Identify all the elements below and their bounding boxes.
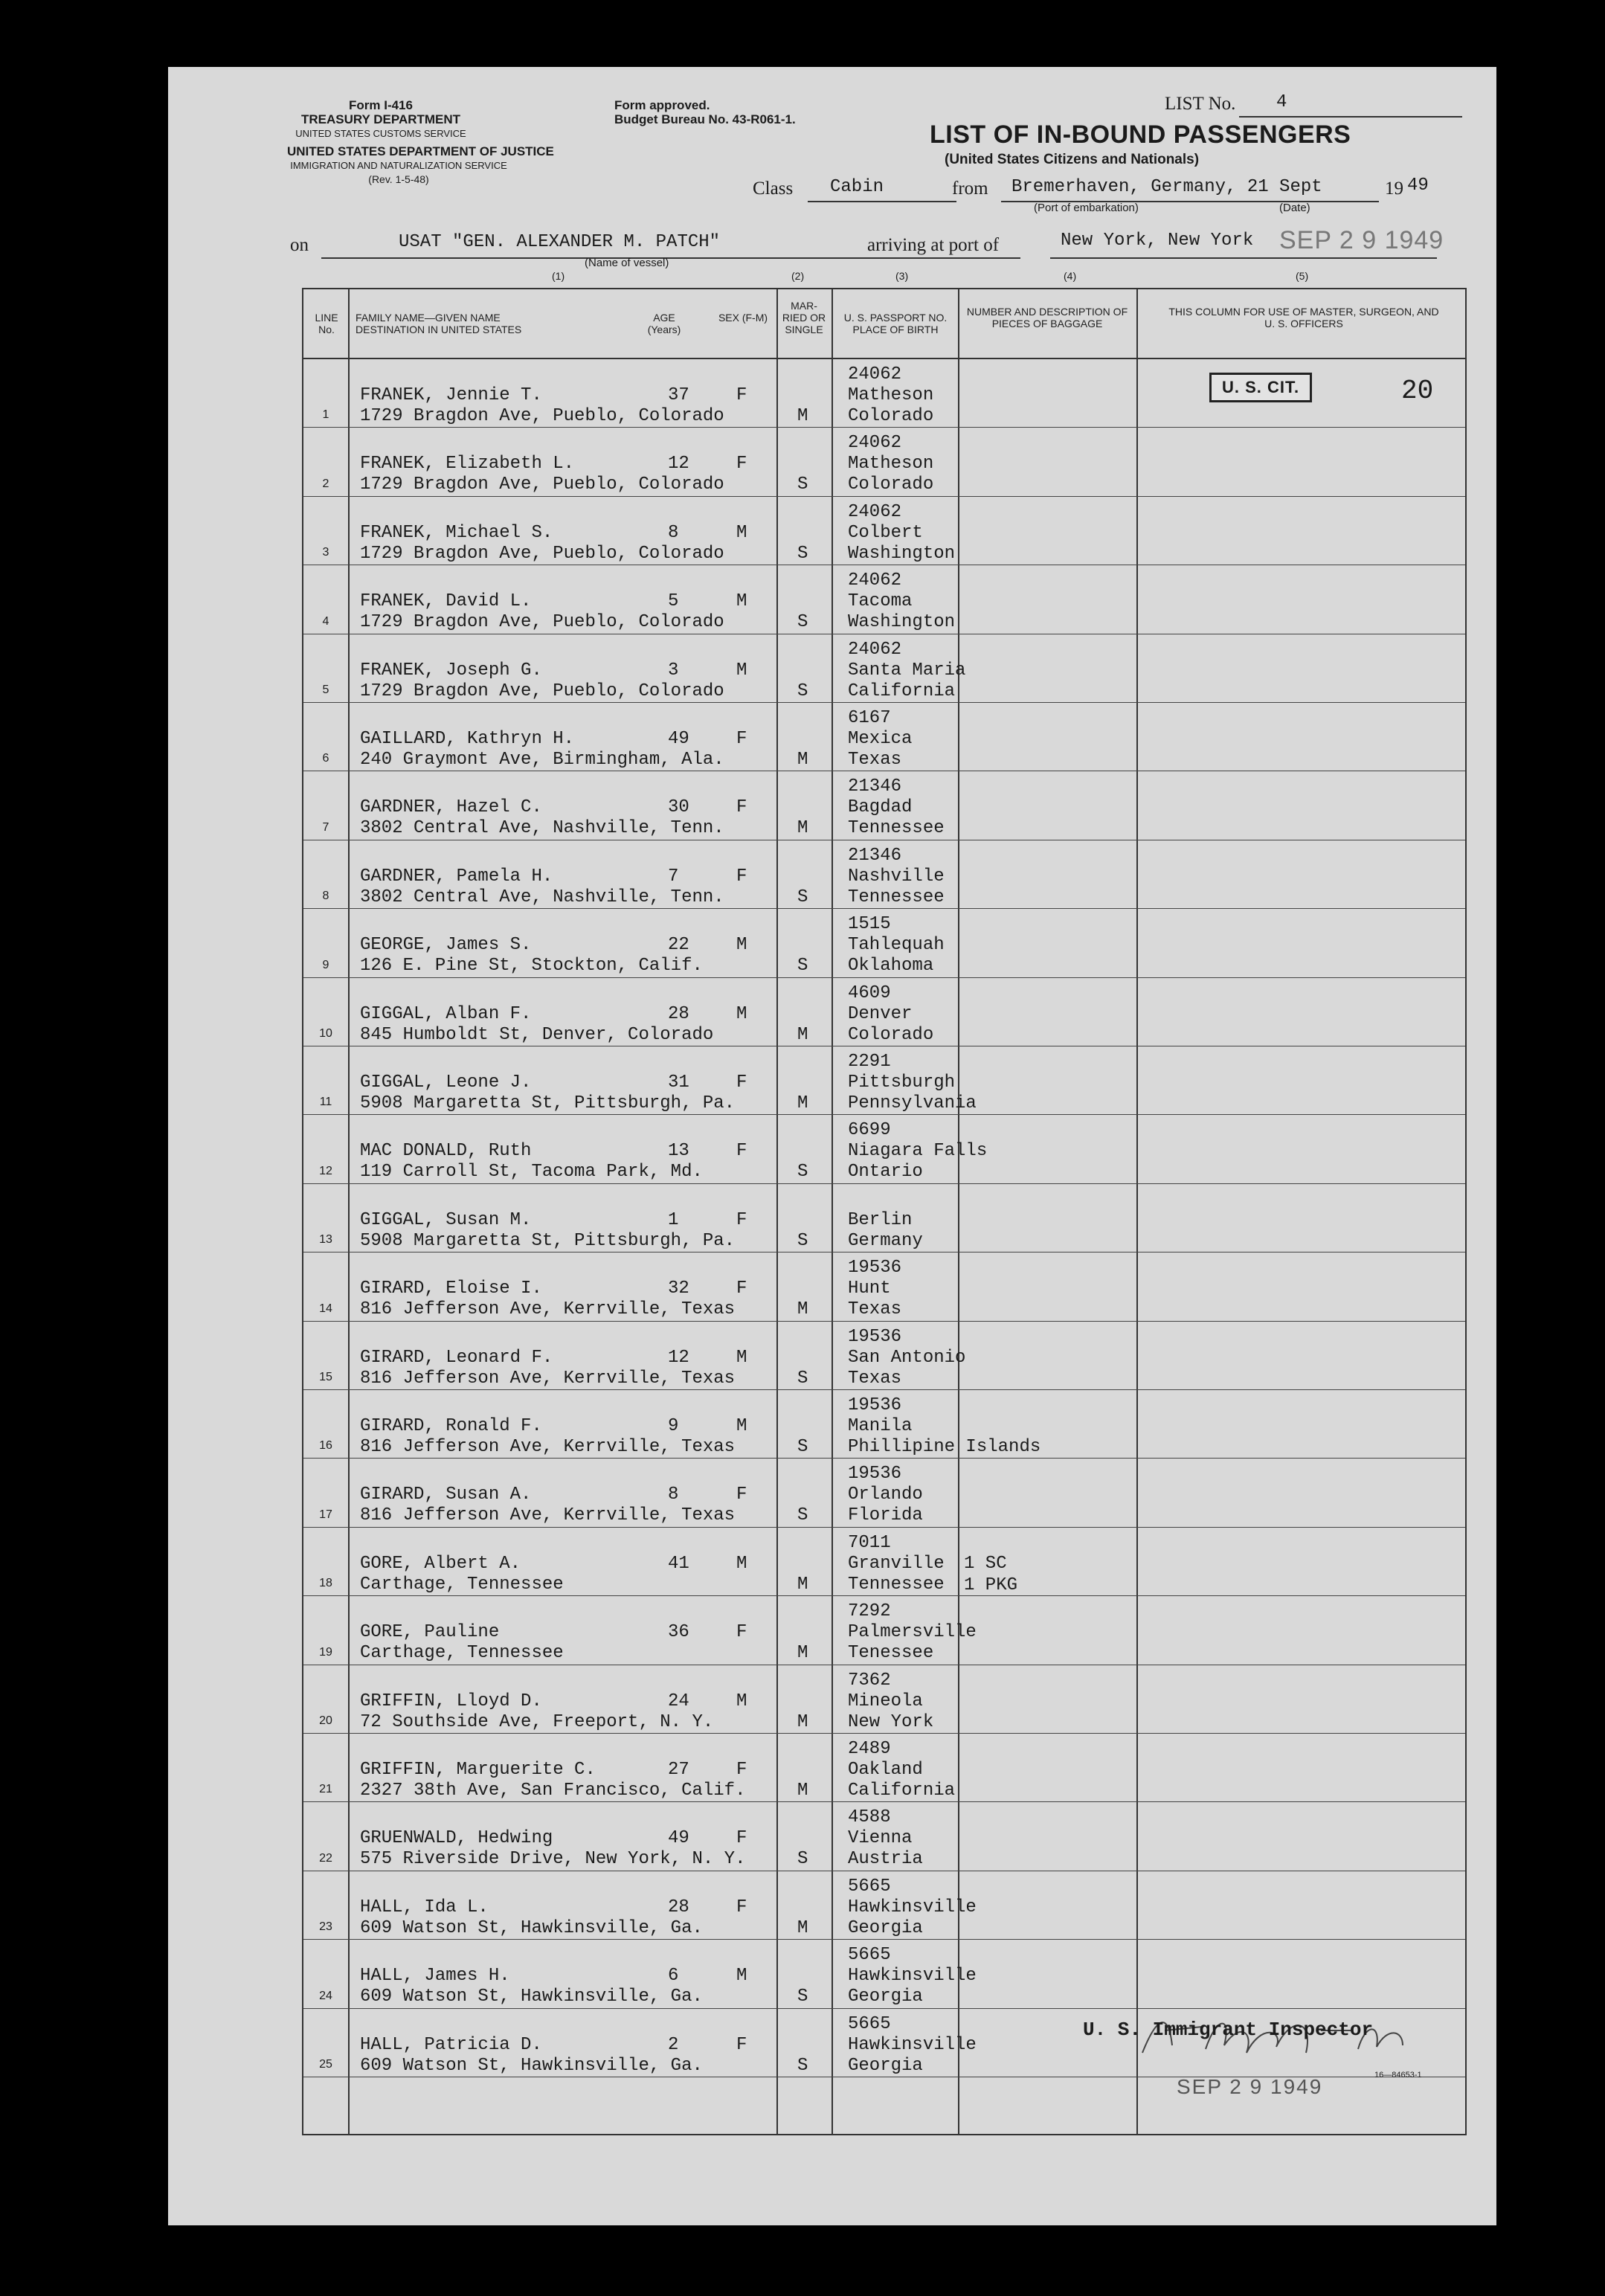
table-row (303, 1802, 1465, 1871)
destination-address: 816 Jefferson Ave, Kerrville, Texas (360, 1299, 736, 1320)
family-given-name: GRIFFIN, Marguerite C. (360, 1760, 596, 1780)
passport-number: 5665 (848, 1876, 891, 1897)
age-value: 49 (668, 1828, 689, 1849)
table-row (303, 1252, 1465, 1321)
passport-number: 24062 (848, 364, 902, 385)
sex-value: F (736, 385, 747, 405)
line-number: 21 (319, 1783, 332, 1796)
sex-value: F (736, 1828, 747, 1849)
on-label: on (290, 235, 309, 255)
age-value: 31 (668, 1073, 689, 1093)
destination-address: 816 Jefferson Ave, Kerrville, Texas (360, 1368, 736, 1389)
destination-address: 1729 Bragdon Ave, Pueblo, Colorado (360, 612, 724, 633)
passport-number: 7292 (848, 1601, 891, 1622)
destination-address: 1729 Bragdon Ave, Pueblo, Colorado (360, 475, 724, 495)
table-row (303, 1940, 1465, 2008)
revision: (Rev. 1-5-48) (368, 173, 429, 185)
table-row (303, 1734, 1465, 1802)
birthplace-region: Texas (848, 1368, 902, 1389)
family-given-name: GIRARD, Leonard F. (360, 1347, 553, 1368)
marital-status: S (797, 2055, 808, 2076)
sex-value: F (736, 1622, 747, 1643)
marital-status: S (797, 1849, 808, 1870)
age-value: 2 (668, 2034, 679, 2055)
family-given-name: GORE, Albert A. (360, 1553, 521, 1574)
sex-value: F (736, 1485, 747, 1505)
marital-status: S (797, 1368, 808, 1389)
marital-status: M (797, 818, 808, 839)
age-value: 8 (668, 1485, 679, 1505)
age-value: 3 (668, 660, 679, 681)
sex-value: F (736, 797, 747, 818)
age-value: 28 (668, 1003, 689, 1024)
destination-address: Carthage, Tennessee (360, 1574, 564, 1595)
table-row (303, 840, 1465, 909)
family-given-name: GIRARD, Ronald F. (360, 1416, 542, 1436)
arrival-port: New York, New York (1061, 231, 1254, 251)
age-value: 12 (668, 454, 689, 475)
line-number: 1 (322, 408, 329, 422)
line-number: 16 (319, 1439, 332, 1453)
list-subtitle: (United States Citizens and Nationals) (945, 152, 1200, 167)
marital-status: S (797, 681, 808, 701)
baggage-description: 1 SC 1 PKG (964, 1553, 1018, 1595)
table-row (303, 1871, 1465, 1940)
age-value: 7 (668, 866, 679, 887)
family-given-name: GARDNER, Pamela H. (360, 866, 553, 887)
header-married: MAR-RIED OR SINGLE (782, 300, 826, 335)
age-value: 37 (668, 385, 689, 405)
date-caption: (Date) (1279, 202, 1310, 214)
birthplace-region: Pennsylvania (848, 1093, 977, 1113)
family-given-name: GAILLARD, Kathryn H. (360, 729, 575, 749)
sex-value: M (736, 935, 747, 956)
birthplace-city: Granville (848, 1553, 945, 1574)
line-number: 10 (319, 1026, 332, 1040)
port-caption: (Port of embarkation) (1034, 202, 1139, 214)
marital-status: M (797, 750, 808, 770)
year-prefix: 19 (1385, 179, 1403, 199)
line-number: 3 (322, 546, 329, 559)
col-num-5: (5) (1296, 270, 1309, 282)
sex-value: M (736, 1553, 747, 1574)
header-age: AGE (Years) (647, 312, 681, 335)
birthplace-region: Tenessee (848, 1643, 934, 1664)
birthplace-city: Mineola (848, 1691, 923, 1711)
sex-value: F (736, 1209, 747, 1230)
marital-status: M (797, 1024, 808, 1045)
family-given-name: GRIFFIN, Lloyd D. (360, 1691, 542, 1711)
birthplace-city: Bagdad (848, 797, 913, 818)
birthplace-city: Orlando (848, 1485, 923, 1505)
sex-value: M (736, 1691, 747, 1711)
arrival-date-stamp: SEP 2 9 1949 (1279, 226, 1444, 254)
birthplace-city: Hawkinsville (848, 1966, 977, 1987)
destination-address: 816 Jefferson Ave, Kerrville, Texas (360, 1437, 736, 1457)
from-value: Bremerhaven, Germany, 21 Sept (1011, 177, 1322, 197)
table-row (303, 359, 1465, 428)
form-approved: Form approved. (614, 98, 710, 112)
line-number: 20 (319, 1714, 332, 1727)
col-num-4: (4) (1064, 270, 1077, 282)
family-given-name: HALL, James H. (360, 1966, 510, 1987)
passport-number: 24062 (848, 433, 902, 454)
marital-status: S (797, 956, 808, 977)
col-num-2: (2) (791, 270, 805, 282)
birthplace-city: Santa Maria (848, 660, 966, 681)
sex-value: M (736, 1966, 747, 1987)
birthplace-city: Berlin (848, 1209, 913, 1230)
family-given-name: GIGGAL, Susan M. (360, 1209, 532, 1230)
line-number: 5 (322, 683, 329, 696)
line-number: 19 (319, 1645, 332, 1659)
destination-address: 1729 Bragdon Ave, Pueblo, Colorado (360, 543, 724, 564)
customs-service: UNITED STATES CUSTOMS SERVICE (295, 128, 466, 139)
line-number: 4 (322, 614, 329, 628)
marital-status: S (797, 543, 808, 564)
family-given-name: FRANEK, David L. (360, 591, 532, 612)
table-row (303, 909, 1465, 977)
family-given-name: GARDNER, Hazel C. (360, 797, 542, 818)
destination-address: 5908 Margaretta St, Pittsburgh, Pa. (360, 1093, 736, 1113)
inspector-label: U. S. Immigrant Inspector (1083, 2019, 1374, 2041)
table-row (303, 703, 1465, 771)
line-number: 7 (322, 820, 329, 834)
destination-address: 609 Watson St, Hawkinsville, Ga. (360, 1917, 703, 1938)
marital-status: M (797, 1093, 808, 1113)
form-number: Form I-416 (349, 98, 413, 112)
age-value: 1 (668, 1209, 679, 1230)
destination-address: 816 Jefferson Ave, Kerrville, Texas (360, 1505, 736, 1526)
sex-value: M (736, 1416, 747, 1436)
passport-number: 7011 (848, 1532, 891, 1553)
line-number: 12 (319, 1164, 332, 1177)
approval-block (614, 98, 796, 126)
passport-number: 19536 (848, 1395, 902, 1415)
birthplace-city: Tahlequah (848, 935, 945, 956)
age-value: 9 (668, 1416, 679, 1436)
marital-status: S (797, 475, 808, 495)
line-number: 23 (319, 1920, 332, 1934)
age-value: 49 (668, 729, 689, 749)
sex-value: M (736, 591, 747, 612)
marital-status: M (797, 406, 808, 426)
passport-number: 7362 (848, 1670, 891, 1691)
birthplace-region: Ontario (848, 1162, 923, 1183)
passport-number: 2489 (848, 1739, 891, 1759)
passport-number: 6167 (848, 708, 891, 728)
table-row (303, 771, 1465, 840)
birthplace-region: Colorado (848, 475, 934, 495)
passenger-table (302, 288, 1467, 2135)
family-given-name: MAC DONALD, Ruth (360, 1141, 532, 1162)
header-name: FAMILY NAME—GIVEN NAME DESTINATION IN UNITED STATES (356, 312, 522, 335)
table-row (303, 565, 1465, 634)
line-number: 15 (319, 1370, 332, 1383)
table-row (303, 497, 1465, 565)
passport-number: 19536 (848, 1326, 902, 1347)
family-given-name: FRANEK, Elizabeth L. (360, 454, 575, 475)
table-row (303, 634, 1465, 703)
age-value: 41 (668, 1553, 689, 1574)
line-number: 24 (319, 1989, 332, 2002)
family-given-name: HALL, Patricia D. (360, 2034, 542, 2055)
list-no-value: 4 (1276, 92, 1287, 112)
destination-address: 1729 Bragdon Ave, Pueblo, Colorado (360, 406, 724, 426)
destination-address: 575 Riverside Drive, New York, N. Y. (360, 1849, 746, 1870)
passport-number: 6699 (848, 1120, 891, 1141)
birthplace-region: Georgia (848, 1987, 923, 2007)
officer-count: 20 (1401, 376, 1434, 406)
family-given-name: GRUENWALD, Hedwing (360, 1828, 553, 1849)
age-value: 30 (668, 797, 689, 818)
age-value: 24 (668, 1691, 689, 1711)
vessel-caption: (Name of vessel) (585, 257, 669, 269)
destination-address: 2327 38th Ave, San Francisco, Calif. (360, 1781, 746, 1801)
marital-status: S (797, 887, 808, 907)
birthplace-region: Washington (848, 612, 956, 633)
sex-value: F (736, 866, 747, 887)
budget-bureau: Budget Bureau No. 43-R061-1. (614, 112, 796, 126)
sex-value: M (736, 660, 747, 681)
age-value: 12 (668, 1347, 689, 1368)
col-num-1: (1) (552, 270, 565, 282)
birthplace-region: California (848, 681, 956, 701)
treasury-dept: TREASURY DEPARTMENT (300, 112, 461, 126)
table-row (303, 1322, 1465, 1390)
birthplace-city: Oakland (848, 1760, 923, 1780)
table-row (303, 1184, 1465, 1252)
birthplace-city: Niagara Falls (848, 1141, 988, 1162)
birthplace-region: Oklahoma (848, 956, 934, 977)
destination-address: 5908 Margaretta St, Pittsburgh, Pa. (360, 1230, 736, 1251)
family-given-name: FRANEK, Joseph G. (360, 660, 542, 681)
justice-block (287, 144, 554, 187)
age-value: 8 (668, 522, 679, 543)
marital-status: S (797, 1437, 808, 1457)
birthplace-city: Hawkinsville (848, 2034, 977, 2055)
family-given-name: GIGGAL, Leone J. (360, 1073, 532, 1093)
sex-value: M (736, 1347, 747, 1368)
birthplace-city: Tacoma (848, 591, 913, 612)
arriving-label: arriving at port of (867, 235, 1000, 255)
sex-value: M (736, 1003, 747, 1024)
table-row (303, 1115, 1465, 1183)
passport-number: 21346 (848, 845, 902, 866)
passport-number: 24062 (848, 570, 902, 591)
passport-number: 24062 (848, 501, 902, 522)
family-given-name: GIGGAL, Alban F. (360, 1003, 532, 1024)
age-value: 28 (668, 1897, 689, 1917)
table-row (303, 1390, 1465, 1459)
line-number: 18 (319, 1577, 332, 1590)
birthplace-city: Mexica (848, 729, 913, 749)
birthplace-region: Georgia (848, 1917, 923, 1938)
passport-number: 5665 (848, 1945, 891, 1966)
birthplace-city: Matheson (848, 385, 934, 405)
age-value: 27 (668, 1760, 689, 1780)
destination-address: 72 Southside Ave, Freeport, N. Y. (360, 1711, 714, 1732)
marital-status: M (797, 1299, 808, 1320)
birthplace-region: Tennessee (848, 887, 945, 907)
marital-status: M (797, 1917, 808, 1938)
line-number: 14 (319, 1302, 332, 1315)
col-num-3: (3) (895, 270, 909, 282)
destination-address: 3802 Central Ave, Nashville, Tenn. (360, 818, 724, 839)
age-value: 6 (668, 1966, 679, 1987)
line-number: 2 (322, 477, 329, 490)
table-row (303, 1528, 1465, 1596)
sex-value: M (736, 522, 747, 543)
marital-status: M (797, 1781, 808, 1801)
sex-value: F (736, 2034, 747, 2055)
line-number: 8 (322, 890, 329, 903)
agency-block (269, 98, 492, 141)
birthplace-city: Nashville (848, 866, 945, 887)
birthplace-region: Colorado (848, 1024, 934, 1045)
from-label: from (952, 179, 988, 199)
year-value: 49 (1407, 176, 1429, 196)
passport-number: 4609 (848, 983, 891, 1003)
sex-value: F (736, 729, 747, 749)
ins-service: IMMIGRATION AND NATURALIZATION SERVICE (290, 160, 507, 171)
marital-status: M (797, 1643, 808, 1664)
birthplace-city: Hawkinsville (848, 1897, 977, 1917)
manifest-sheet (168, 67, 1496, 2225)
line-number: 22 (319, 1851, 332, 1865)
birthplace-region: New York (848, 1711, 934, 1732)
birthplace-region: Florida (848, 1505, 923, 1526)
sex-value: F (736, 1141, 747, 1162)
class-label: Class (753, 179, 794, 199)
line-number: 9 (322, 958, 329, 971)
table-row (303, 428, 1465, 496)
destination-address: 609 Watson St, Hawkinsville, Ga. (360, 1987, 703, 2007)
destination-address: 126 E. Pine St, Stockton, Calif. (360, 956, 703, 977)
header-sex: SEX (F-M) (718, 312, 768, 324)
table-row (303, 1665, 1465, 1734)
passport-number: 2291 (848, 1052, 891, 1072)
passport-number: 24062 (848, 639, 902, 660)
marital-status: S (797, 1230, 808, 1251)
age-value: 36 (668, 1622, 689, 1643)
justice-dept: UNITED STATES DEPARTMENT OF JUSTICE (287, 144, 554, 158)
line-number: 6 (322, 752, 329, 765)
marital-status: S (797, 1987, 808, 2007)
destination-address: 3802 Central Ave, Nashville, Tenn. (360, 887, 724, 907)
birthplace-region: Texas (848, 1299, 902, 1320)
class-value: Cabin (830, 177, 884, 197)
age-value: 22 (668, 935, 689, 956)
family-given-name: GIRARD, Eloise I. (360, 1279, 542, 1299)
vessel-name: USAT "GEN. ALEXANDER M. PATCH" (399, 232, 721, 252)
header-line-no: LINE No. (315, 312, 338, 335)
print-code: 16—84653-1 (1374, 2071, 1422, 2080)
passport-number: 5665 (848, 2013, 891, 2034)
marital-status: M (797, 1711, 808, 1732)
passport-number: 21346 (848, 776, 902, 797)
marital-status: S (797, 1162, 808, 1183)
line-number: 13 (319, 1233, 332, 1247)
passport-number: 19536 (848, 1258, 902, 1279)
sex-value: F (736, 1760, 747, 1780)
destination-address: 240 Graymont Ave, Birmingham, Ala. (360, 750, 724, 770)
birthplace-city: Palmersville (848, 1622, 977, 1643)
family-given-name: FRANEK, Michael S. (360, 522, 553, 543)
destination-address: 119 Carroll St, Tacoma Park, Md. (360, 1162, 703, 1183)
age-value: 32 (668, 1279, 689, 1299)
table-row (303, 1046, 1465, 1115)
marital-status: M (797, 1574, 808, 1595)
birthplace-region: Tennessee (848, 1574, 945, 1595)
birthplace-city: Pittsburgh (848, 1073, 956, 1093)
table-row (303, 1459, 1465, 1527)
list-no-label: LIST No. (1165, 94, 1236, 114)
list-title: LIST OF IN-BOUND PASSENGERS (930, 120, 1351, 149)
birthplace-city: Hunt (848, 1279, 891, 1299)
passport-number: 19536 (848, 1464, 902, 1485)
line-number: 17 (319, 1508, 332, 1521)
passport-number: 4588 (848, 1807, 891, 1828)
birthplace-city: Manila (848, 1416, 913, 1436)
family-given-name: FRANEK, Jennie T. (360, 385, 542, 405)
destination-address: 1729 Bragdon Ave, Pueblo, Colorado (360, 681, 724, 701)
family-given-name: GORE, Pauline (360, 1622, 500, 1643)
family-given-name: HALL, Ida L. (360, 1897, 489, 1917)
age-value: 13 (668, 1141, 689, 1162)
table-row (303, 1596, 1465, 1665)
birthplace-region: Germany (848, 1230, 923, 1251)
destination-address: 845 Humboldt St, Denver, Colorado (360, 1024, 714, 1045)
birthplace-region: Tennessee (848, 818, 945, 839)
passport-number: 1515 (848, 914, 891, 935)
header-passport: U. S. PASSPORT NO. PLACE OF BIRTH (843, 312, 948, 335)
destination-address: 609 Watson St, Hawkinsville, Ga. (360, 2055, 703, 2076)
birthplace-region: Austria (848, 1849, 923, 1870)
header-officers: THIS COLUMN FOR USE OF MASTER, SURGEON, AND U. S. OFFICERS (1168, 306, 1439, 329)
age-value: 5 (668, 591, 679, 612)
us-citizen-stamp: U. S. CIT. (1209, 373, 1312, 402)
birthplace-city: Colbert (848, 522, 923, 543)
footer-date-stamp: SEP 2 9 1949 (1177, 2075, 1323, 2098)
line-number: 11 (319, 1096, 332, 1109)
birthplace-region: Georgia (848, 2055, 923, 2076)
sex-value: F (736, 454, 747, 475)
birthplace-city: Matheson (848, 454, 934, 475)
family-given-name: GEORGE, James S. (360, 935, 532, 956)
birthplace-region: Washington (848, 543, 956, 564)
birthplace-region: Colorado (848, 406, 934, 426)
birthplace-region: Phillipine Islands (848, 1437, 1041, 1457)
sex-value: F (736, 1279, 747, 1299)
birthplace-region: California (848, 1781, 956, 1801)
line-number: 25 (319, 2057, 332, 2071)
sex-value: F (736, 1897, 747, 1917)
birthplace-region: Texas (848, 750, 902, 770)
marital-status: S (797, 1505, 808, 1526)
family-given-name: GIRARD, Susan A. (360, 1485, 532, 1505)
birthplace-city: San Antonio (848, 1347, 966, 1368)
birthplace-city: Vienna (848, 1828, 913, 1849)
table-row (303, 978, 1465, 1046)
sex-value: F (736, 1073, 747, 1093)
birthplace-city: Denver (848, 1003, 913, 1024)
header-baggage: NUMBER AND DESCRIPTION OF PIECES OF BAGGAGE (966, 306, 1128, 329)
marital-status: S (797, 612, 808, 633)
destination-address: Carthage, Tennessee (360, 1643, 564, 1664)
